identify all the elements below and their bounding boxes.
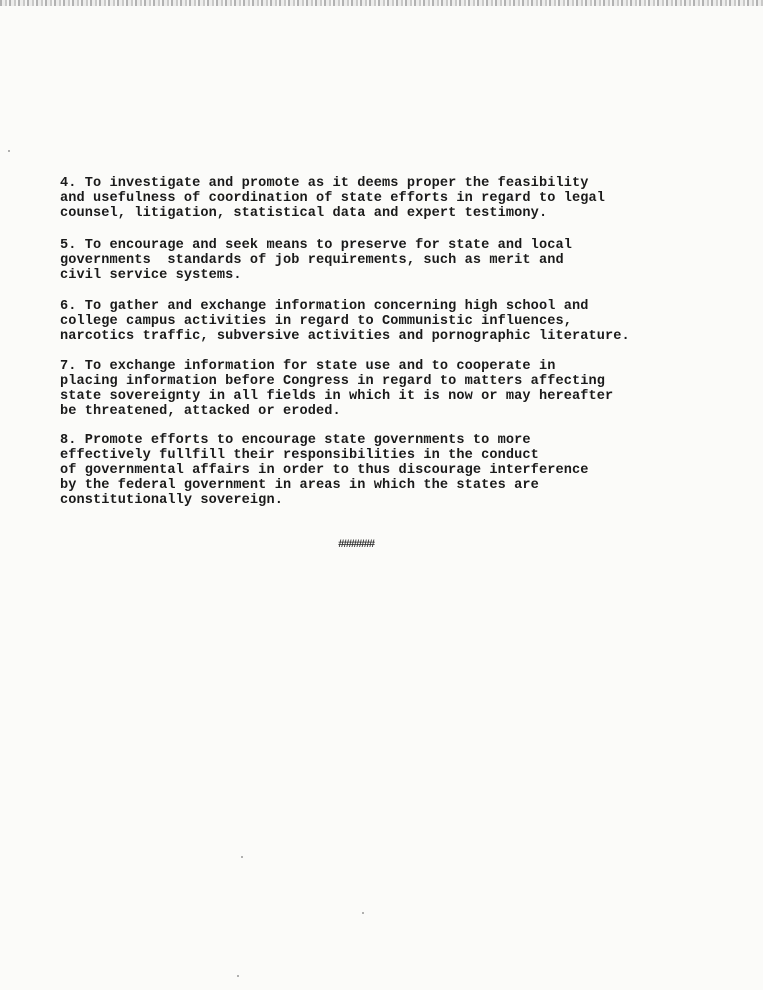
scan-speck — [237, 975, 239, 977]
paragraph-item-4: 4. To investigate and promote as it deems proper the feasibility and usefulness of coordination of state efforts in regard to legal counsel, litigation, statistical data and expert testimony. — [60, 176, 605, 221]
paragraph-item-5: 5. To encourage and seek means to preserve for state and local governments standards of job requirements, such as merit and civil service systems. — [60, 238, 572, 283]
scan-speck — [241, 856, 243, 858]
end-of-document-mark: ####### — [338, 539, 374, 551]
scan-speck — [362, 912, 364, 914]
paragraph-item-6: 6. To gather and exchange information concerning high school and college campus activities in regard to Communistic influences, narcotics traffic, subversive activities and pornographic literature. — [60, 299, 630, 344]
paragraph-item-8: 8. Promote efforts to encourage state governments to more effectively fullfill their responsibilities in the conduct of governmental affairs in order to thus discourage interference by the federal government in areas in which the states are constitutionally sovereign. — [60, 433, 589, 508]
paragraph-item-7: 7. To exchange information for state use and to cooperate in placing information before Congress in regard to matters affecting state sovereignty in all fields in which it is now or may hereafter be threatened, attacked or eroded. — [60, 359, 614, 419]
scan-speck — [8, 150, 10, 152]
scan-edge — [0, 0, 763, 6]
